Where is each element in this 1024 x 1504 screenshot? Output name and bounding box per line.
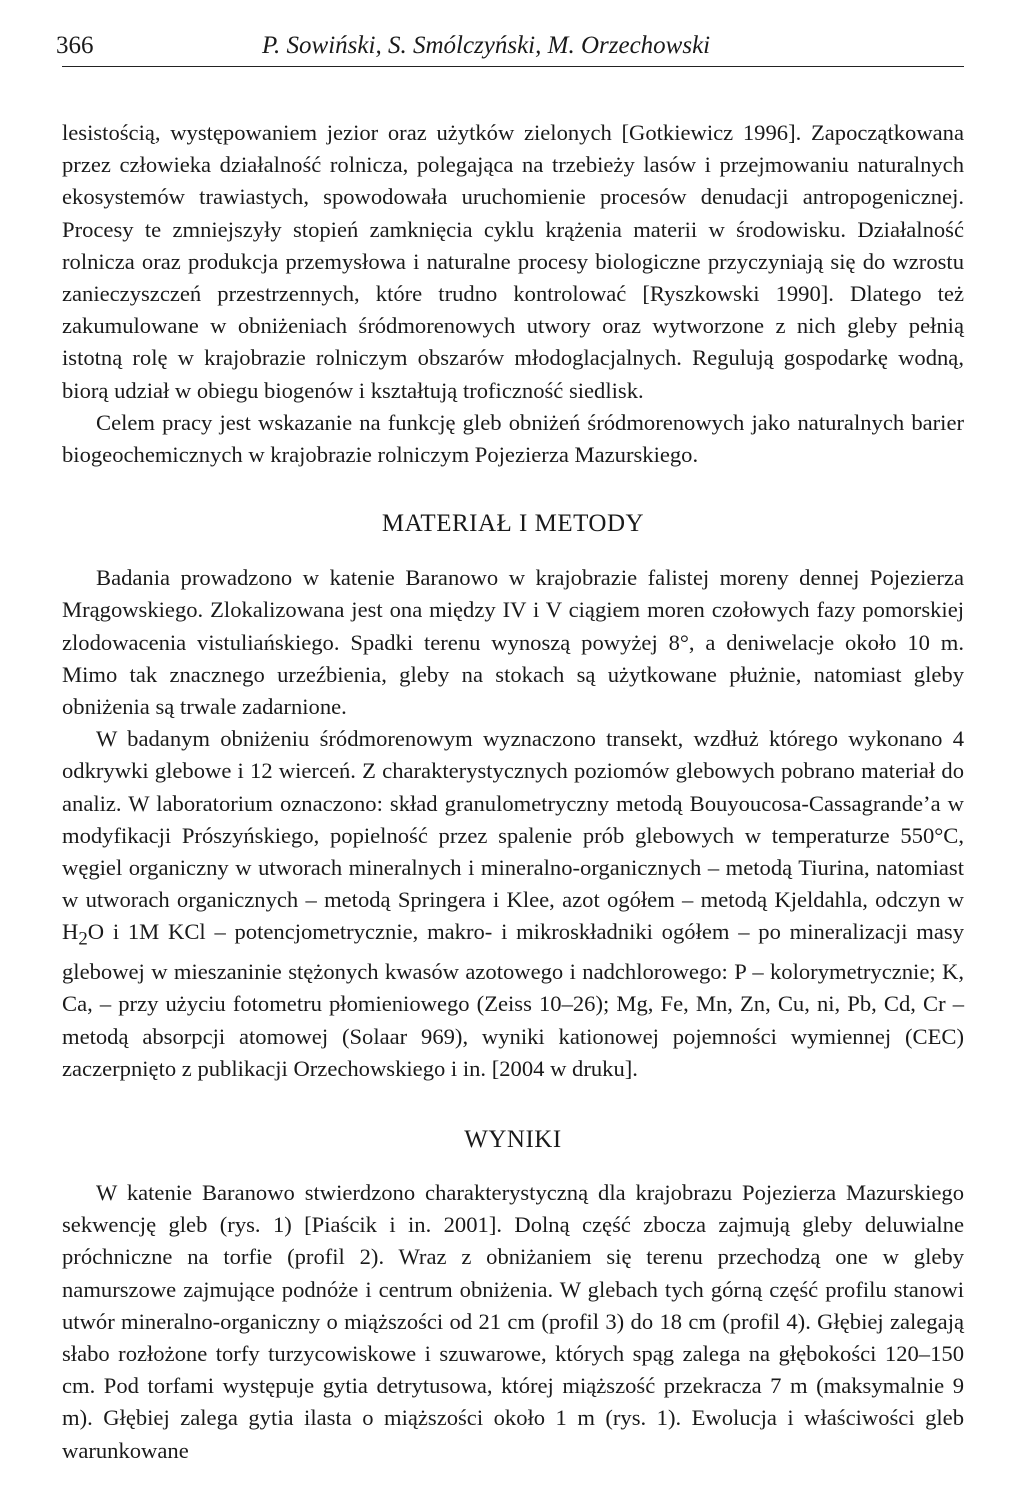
paragraph-results: W katenie Baranowo stwierdzono charakterystyczną dla krajobrazu Pojezierza Mazurskiego sekwencję gleb (rys. 1) [Piaścik i in. 2001]. Dolną część zbocza zajmują gleby deluwialne próchniczne na torfie (profil 2). Wraz z obniżaniem się terenu przechodzą one w gleby namurszowe zajmujące podnóże i centrum obniżenia. W glebach tych górną część profilu stanowi utwór mineralno-organiczny o miąższości od 21 cm (profil 3) do 18 cm (profil 4). Głębiej zalegają słabo rozłożone torfy turzycowiskowe i szuwarowe, których spąg zalega na głębokości 120–150 cm. Pod torfami występuje gytia detrytusowa, której miąższość przekracza 7 m (maksymalnie 9 m). Głębiej zalega gytia ilasta o miąższości około 1 m (rys. 1). Ewolucja i właściwości gleb warunkowane [62, 1180, 964, 1463]
methods-text-part-1: W badanym obniżeniu śródmorenowym wyznaczono transekt, wzdłuż którego wykonano 4 odkrywki glebowe i 12 wierceń. Z charakterystycznych poziomów glebowych pobrano materiał do analiz. W laboratorium oznaczono: skład granulometryczny metodą Bouyoucosa-Cassagrande’a w modyfikacji Prószyńskiego, popielność przez spalenie prób glebowych w temperaturze 550°C, węgiel organiczny w utworach mineralnych i mineralno-organicznych – metodą Tiurina, natomiast w utworach organicznych – metodą Springera i Klee, azot ogółem – metodą Kjeldahla, odczyn w H [62, 726, 964, 945]
page [56, 28, 964, 1467]
paragraph-aim: Celem pracy jest wskazanie na funkcję gleb obniżeń śródmorenowych jako naturalnych barier biogeochemicznych w krajobrazie rolniczym Pojezierza Mazurskiego. [62, 409, 964, 468]
subscript-2: 2 [78, 928, 88, 950]
paragraph-methods [62, 723, 964, 1085]
section-heading-methods: MATERIAŁ I METODY [381, 510, 645, 538]
article-body [62, 117, 964, 1467]
paragraph-study-site: Badania prowadzono w katenie Baranowo w krajobrazie falistej moreny dennej Pojezierza Mrągowskiego. Zlokalizowana jest ona między IV i V ciągiem moren czołowych fazy pomorskiej zlodowacenia vistuliańskiego. Spadki terenu wynoszą powyżej 8°, a deniwelacje około 10 m. Mimo tak znacznego urzeźbienia, gleby na stokach są użytkowane płużnie, natomiast gleby obniżenia są trwale zadarnione. [62, 565, 964, 720]
section-heading-results: WYNIKI [464, 1126, 562, 1153]
page-number: 366 [56, 32, 94, 59]
methods-text-part-2: O i 1M KCl – potencjometrycznie, makro- i mikroskładniki ogółem – po mineralizacji masy glebowej w mieszaninie stężonych kwasów azotowego i nadchlorowego: P – kolorymetrycznie; K, Ca, – przy użyciu fotometru płomieniowego (Zeiss 10–26); Mg, Fe, Mn, Zn, Cu, ni, Pb, Cd, Cr – metodą absorpcji atomowej (Solaar 969), wyniki kationowej pojemności wymiennej (CEC) zaczerpnięto z publikacji Orzechowskiego i in. [2004 w druku]. [62, 919, 964, 1081]
running-head-authors: P. Sowiński, S. Smólczyński, M. Orzechowski [262, 32, 711, 59]
running-head [56, 28, 964, 67]
paragraph-intro-continued: lesistością, występowaniem jezior oraz użytków zielonych [Gotkiewicz 1996]. Zapoczątkowana przez człowieka działalność rolnicza, polegająca na trzebieży lasów i przejmowaniu naturalnych ekosystemów trawiastych, spowodowała uruchomienie procesów denudacji antropogenicznej. Procesy te zmniejszyły stopień zamknięcia cyklu krążenia materii w środowisku. Działalność rolnicza oraz produkcja przemysłowa i naturalne procesy biologiczne przyczyniają się do wzrostu zanieczyszczeń przestrzennych, które trudno kontrolować [Ryszkowski 1990]. Dlatego też zakumulowane w obniżeniach śródmorenowych utwory oraz wytworzone z nich gleby pełnią istotną rolę w krajobrazie rolniczym obszarów młodoglacjalnych. Regulują gospodarkę wodną, biorą udział w obiegu biogenów i kształtują troficzność siedlisk. [62, 120, 964, 403]
